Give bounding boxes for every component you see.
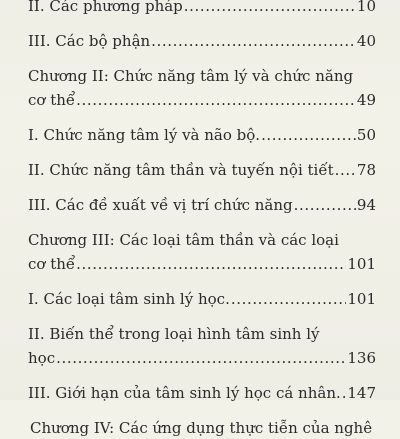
dot-leader (151, 34, 356, 49)
dot-leader (76, 93, 356, 108)
chapter-heading: Chương IV: Các ứng dụng thực tiễn của nghê (30, 419, 373, 437)
toc-entry-title: I. Chức năng tâm lý và não bộ. (28, 126, 261, 144)
toc-entry-title: I. Các loại tâm sinh lý học. (28, 290, 230, 308)
toc-chapter-entry (28, 421, 378, 439)
toc-page-number: 40 (356, 32, 376, 50)
toc-entry-title: II. Các phương pháp (28, 0, 183, 15)
toc-entry (28, 34, 376, 52)
toc-entry (28, 292, 376, 310)
toc-entry (28, 198, 376, 216)
toc-page-number: 101 (347, 255, 376, 273)
toc-page-number: 147 (347, 384, 376, 402)
dot-leader (184, 0, 356, 14)
toc-entry (28, 0, 376, 17)
toc-entry (28, 386, 376, 404)
toc-entry-title: học (28, 349, 56, 367)
toc-entry-title: cơ thể (28, 91, 76, 109)
table-of-contents (28, 0, 376, 439)
toc-page-number: 50 (356, 126, 376, 144)
toc-entry (28, 327, 376, 369)
dot-leader (231, 292, 347, 307)
dot-leader (294, 198, 356, 213)
dot-leader (335, 163, 356, 178)
toc-entry (28, 163, 376, 181)
toc-chapter-entry (28, 69, 376, 111)
dot-leader (261, 128, 356, 143)
toc-page-number: 49 (356, 91, 376, 109)
toc-entry-title: II. Chức năng tâm thần và tuyến nội tiết (28, 161, 334, 179)
toc-entry-title: III. Giới hạn của tâm sinh lý học cá nhân. (28, 384, 341, 402)
toc-page-number: 10 (356, 0, 376, 15)
toc-entry-title: cơ thể (28, 255, 76, 273)
chapter-heading: Chương II: Chức năng tâm lý và chức năng (28, 67, 354, 85)
dot-leader (342, 386, 347, 401)
toc-chapter-entry (28, 233, 376, 275)
chapter-heading: Chương III: Các loại tâm thần và các loại (28, 231, 339, 249)
toc-page-number: 136 (347, 349, 376, 367)
toc-entry (28, 128, 376, 146)
toc-entry-title: III. Các đề xuất về vị trí chức năng (28, 196, 293, 214)
toc-entry-title-line1: II. Biến thể trong loại hình tâm sinh lý (28, 325, 320, 343)
dot-leader (76, 257, 346, 272)
dot-leader (56, 351, 346, 366)
toc-page-number: 101 (347, 290, 376, 308)
toc-page-number: 94 (356, 196, 376, 214)
toc-entry-title: III. Các bộ phận (28, 32, 151, 50)
toc-page-number: 78 (356, 161, 376, 179)
